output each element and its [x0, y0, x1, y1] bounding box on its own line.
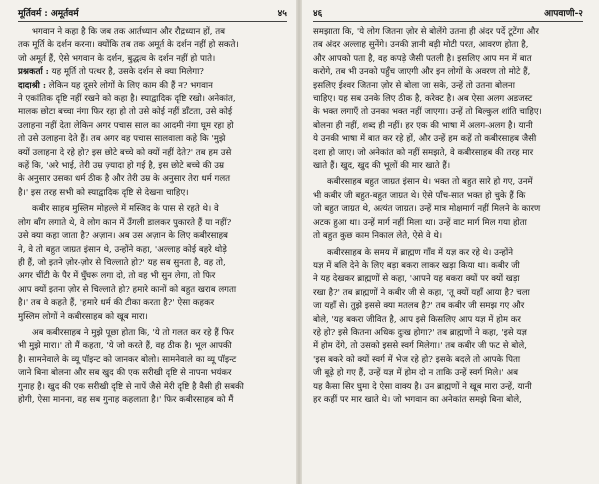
right-page-number: ४६	[313, 9, 323, 19]
left-page-header	[18, 6, 287, 22]
right-paragraph-3: कबीरसाहब के समय में ब्राह्मण गाँव में यज्ञ कर रहे थे। उन्होंने यज्ञ में बलि देने के लिए बड़ा बकरा लाकर खड़ा किया था। कबीर जी ने यह देखकर ब्राह्मणों से कहा, 'आपने यह बकरा क्यों पर क्यों खड़ा रखा है?' तब ब्राह्मणों ने कबीर जी से कहा, 'तू क्यों यहाँ आया है? चला जा यहाँ से। तुझे इससे क्या मतलब है?' तब कबीर जी समझ गए और बोले, 'यह बकरा जीवित है, आप इसे किसलिए आप यज्ञ में होम कर रहे हो? इसे कितना अधिक दुःख होगा?' तब ब्राह्मणों ने कहा, 'इसे यज्ञ में होम देंगे, तो उसको इससे स्वर्ग मिलेगा।' तब कबीर जी फट से बोले, 'इस बकरे को क्यों स्वर्ग में भेज रहे हो? इसके बदले तो आपके पिता जी बूढ़े हो गए हैं, उन्हें यज्ञ में होम दो न ताकि उन्हें स्वर्ग मिले।' अब यह कैसा सिर घुमा दे ऐसा वाक्य है। उन ब्राह्मणों ने खूब मारा उन्हें, यानी हर कहीं पर मार खाते थे। जो भगवान का अनेकांत समझे बिना बोले,	[313, 247, 532, 405]
right-running-title: आपवाणी-२	[544, 9, 583, 19]
answer-text: लेकिन यह दूसरे लोगों के लिए काम की हैं न? भगवान ने एकांतिक दृष्टि नहीं रखने को कहा है। स्याद्वादिक दृष्टि रखो। अनेकांत, मालक छोटा बच्चा नंगा फिर रहा हो तो उसे कोई नहीं डाँटता, उसे कोई उलाहना नहीं देता लेकिन अगर पचास साल का आदमी नंगा घूम रहा हो तो उसे उलाहना देते हैं। तब अगर वह पचास सालवाला कहे कि 'मुझे क्यों उलाहना दे रहे हो? इस छोटे बच्चे को क्यों नहीं देते?' तब हम उसे कहें कि, 'अरे भाई, तेरी उम्र ज़्यादा हो गई है, इस छोटे बच्चे की उम्र के अनुसार उसका धर्म ठीक है और तेरी उम्र के अनुसार तेरा धर्म गलत है।' इस तरह सभी को स्याद्वादिक दृष्टि से देखना चाहिए।	[18, 80, 236, 198]
left-running-title: मूर्तिवर्म : अमूर्तवर्म	[18, 9, 79, 19]
left-paragraph-3: कबीर साहब मुस्लिम मोहल्ले में मस्जिद के पास से रहते थे। वे लोग बाँग लगाते थे, वे लोग कान में उँगली डालकर पुकारते हैं या नहीं? उसे क्या कहा जाता है? अज़ान। अब उस अज़ान के लिए कबीरसाहब ने, वे तो बहुत जाग्रत इंसान थे, उन्होंने कहा, 'अल्लाह कोई बहरे थोड़े ही हैं, जो इतने ज़ोर-ज़ोर से चिल्लाते हो?' यह सब सुनता है, वह तो, अगर चींटी के पैर में घुँघरू लगा दो, तो वह भी सुन लेगा, तो फिर आप क्यों इतना ज़ोर से चिल्लाते हो? हमारे कानों को बहुत खराब लगता है।' तब वे कहते हैं, 'हमारे धर्म की टीका करता है?' ऐसा कहकर मुस्लिम लोगों ने कबीरसाहब को खूब मारा।	[18, 204, 237, 322]
left-page-number: ४५	[277, 9, 287, 19]
right-paragraph-2: कबीरसाहब बहुत जाग्रत इंसान थे। भक्त तो बहुत सारे हो गए, उनमें भी कबीर जी बहुत-बहुत जाग्रत थे। ऐसे पाँच-सात भक्त हो चुके हैं कि जो बहुत जाग्रत थे, अत्यंत जाग्रत। उन्हें मात्र मोक्षमार्ग नहीं मिलने के कारण अटक हुआ था। उन्हें मार्ग नहीं मिला था। उन्हें वाट मार्ग मिल गया होता तो बहुत कुछ काम निकाल लेते, ऐसे वे थे।	[313, 177, 541, 242]
questioner-label: प्रश्नकर्ता :	[18, 67, 49, 78]
left-paragraph-1: भगवान ने कहा है कि जब तक आर्तध्यान और रौद्रध्यान हों, तब तक मूर्ति के दर्शन करना। क्योंकि तब तक अमूर्त के दर्शन नहीं हो सकते। जो अमूर्त हैं, ऐसे भगवान के दर्शन, बुद्धत्व के दर्शन नहीं हो पाते।	[18, 27, 239, 64]
book-gutter	[296, 0, 302, 484]
right-page	[299, 0, 599, 484]
answer-paragraph	[18, 80, 287, 201]
question-paragraph	[18, 66, 287, 79]
right-paragraph-1: समझाता कि, 'ये लोग जितना ज़ोर से बोलेंगे उतना ही अंदर पर्दे टूटेंगा और तब अंदर अल्लाह सुनेंगे। उनकी ज्ञानी बड़ी मोटी परत, आवरण होता है, और आपको पता है, वह कपड़े जैसी पतली है। इसलिए आप मन में बात करोगे, तब भी उनको पहुँच जाएगी और इन लोगों के अवरण तो मोटे हैं, इसलिए ईश्वर जितना ज़ोर से बोला जा सके, उन्हें तो उतना बोलना चाहिए। यह सब उनके लिए ठीक है, करेक्ट है। अब ऐसा अलग अडजस्ट के भक्त लगाएँ तो उनका भक्त नहीं जाएगा। उन्हें तो बिल्कुल शांति चाहिए। बोलना ही नहीं, शब्द ही नहीं। हर एक की भाषा में अलग-अलग है। यानी ये उनकी भाषा में बात कर रहे हों, और उन्हें हम कहें तो कबीरसाहब जैसी दशा हो जाए। जो अनेकांत को नहीं समझते, वे कबीरसाहब की तरह मार खाते हैं। खुद, खुद की भूलों की मार खाते हैं।	[313, 27, 542, 172]
question-text: यह मूर्ति तो पत्थर है, उसके दर्शन से क्या मिलेगा?	[48, 67, 204, 78]
dadashri-label: दादाश्री :	[18, 80, 47, 91]
right-page-header	[313, 6, 583, 22]
left-paragraph-4: अब कबीरसाहब ने मुझे पूछा होता कि, 'ये तो गलत कर रहे हैं फिर भी मुझे मारा।' तो मैं कहता, 'ये जो करते हैं, वह ठीक है। भूल आपकी है। सामनेवाले के व्यू पॉइन्ट को जानकर बोलो। सामनेवाले का व्यू पॉइन्ट जाने बिना बोलना और सब खुद की एक सरीखी दृष्टि से नापना भयंकर गुनाह है। खुद की एक सरीखी दृष्टि से नापें जैसे मेरी दृष्टि है वैसी ही सबकी होगी, ऐसा मानना, वह सब गुनाह कहलाता है।' फिर कबीरसाहब को मैं	[18, 327, 244, 405]
left-page	[0, 0, 299, 484]
